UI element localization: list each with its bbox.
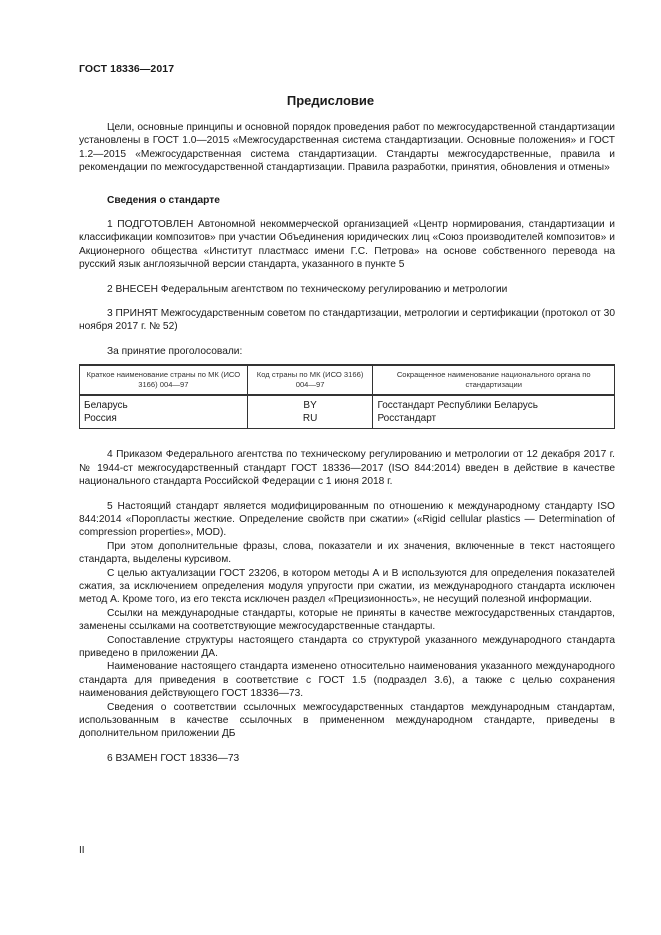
table-cell: Росстандарт xyxy=(373,412,615,429)
item-2-introduced: 2 ВНЕСЕН Федеральным агентством по техническому регулированию и метрологии xyxy=(107,283,508,295)
table-cell: Беларусь xyxy=(80,395,248,412)
voting-table xyxy=(79,364,615,429)
table-header-row xyxy=(80,365,615,395)
standard-code-header: ГОСТ 18336—2017 xyxy=(79,63,175,75)
item-5-paragraph: Сопоставление структуры настоящего стандарта со структурой указанного международного стандарта приведено в приложении ДА. xyxy=(79,634,615,659)
column-header-country-name: Краткое наименование страны по МК (ИСО 3166) 004—97 xyxy=(80,365,248,395)
item-3-adopted: 3 ПРИНЯТ Межгосударственным советом по стандартизации, метрологии и сертификации (протокол от 30 ноября 2017 г. № 52) xyxy=(79,308,615,333)
item-6-replaces: 6 ВЗАМЕН ГОСТ 18336—73 xyxy=(107,752,240,764)
item-5-paragraph: Наименование настоящего стандарта изменено относительно наименования указанного международного стандарта для приведения в соответствие с ГОСТ 1.5 (подраздел 3.6), а также с целью сохранения наименования действующего ГОСТ 18336—73. xyxy=(79,661,615,700)
item-5-paragraph: С целью актуализации ГОСТ 23206, в котором методы А и В используются для определения показателей сжатия, за исключением определения модуля упругости при сжатии, из международного стандарта исключен метод А. Кроме того, из его текста исключен раздел «Прецизионность», не несущий полезной информации. xyxy=(79,567,615,606)
info-heading: Сведения о стандарте xyxy=(107,194,220,206)
item-5-paragraph: При этом дополнительные фразы, слова, показатели и их значения, включенные в текст настоящего стандарта, выделены курсивом. xyxy=(79,540,615,566)
column-header-country-code: Код страны по МК (ИСО 3166) 004—97 xyxy=(247,365,373,395)
item-5-paragraph: Ссылки на международные стандарты, которые не приняты в качестве межгосударственных стандартов, заменены ссылками на соответствующие межгосударственные стандарты. xyxy=(79,607,615,633)
table-row xyxy=(80,395,615,412)
table-cell: Россия xyxy=(80,412,248,429)
page-title: Предисловие xyxy=(286,93,375,108)
page-number: II xyxy=(79,845,85,856)
table-cell: RU xyxy=(247,412,373,429)
document-body xyxy=(79,121,615,765)
table-cell: Госстандарт Республики Беларусь xyxy=(373,395,615,412)
voted-label: За принятие проголосовали: xyxy=(107,345,243,357)
table-cell: BY xyxy=(247,395,373,412)
item-1-prepared: 1 ПОДГОТОВЛЕН Автономной некоммерческой организацией «Центр нормирования, стандартизации и классификации композитов» при участии Объединения юридических лиц «Союз производителей композитов» и Акционерного общества «Институт пластмасс имени Г.С. Петрова» на основе собственного перевода на русский язык англоязычной версии стандарта, указанного в пункте 5 xyxy=(79,219,615,271)
table-row xyxy=(80,412,615,429)
column-header-standards-body: Сокращенное наименование национального органа по стандартизации xyxy=(373,365,615,395)
item-5-paragraph: 5 Настоящий стандарт является модифицированным по отношению к международному стандарту ISO 844:2014 «Поропласты жесткие. Определение свойств при сжатии» («Rigid cellular plastics — Determination of compression properties», MOD). xyxy=(79,500,615,539)
item-5-paragraph: Сведения о соответствии ссылочных межгосударственных стандартов международным стандартам, использованным в качестве ссылочных в примененном международном стандарте, приведены в дополнительном приложении ДБ xyxy=(79,701,615,740)
intro-paragraph: Цели, основные принципы и основной порядок проведения работ по межгосударственной стандартизации установлены в ГОСТ 1.0—2015 «Межгосударственная система стандартизации. Основные положения» и ГОСТ 1.2—2015 «Межгосударственная система стандартизации. Стандарты межгосударственные, правила и рекомендации по межгосударственной стандартизации. Правила разработки, принятия, обновления и отмены» xyxy=(79,122,615,174)
item-4-order: 4 Приказом Федерального агентства по техническому регулированию и метрологии от 12 декабря 2017 г. № 1944-ст межгосударственный стандарт ГОСТ 18336—2017 (ISO 844:2014) введен в действие в качестве национального стандарта Российской Федерации с 1 июня 2018 г. xyxy=(79,449,615,488)
